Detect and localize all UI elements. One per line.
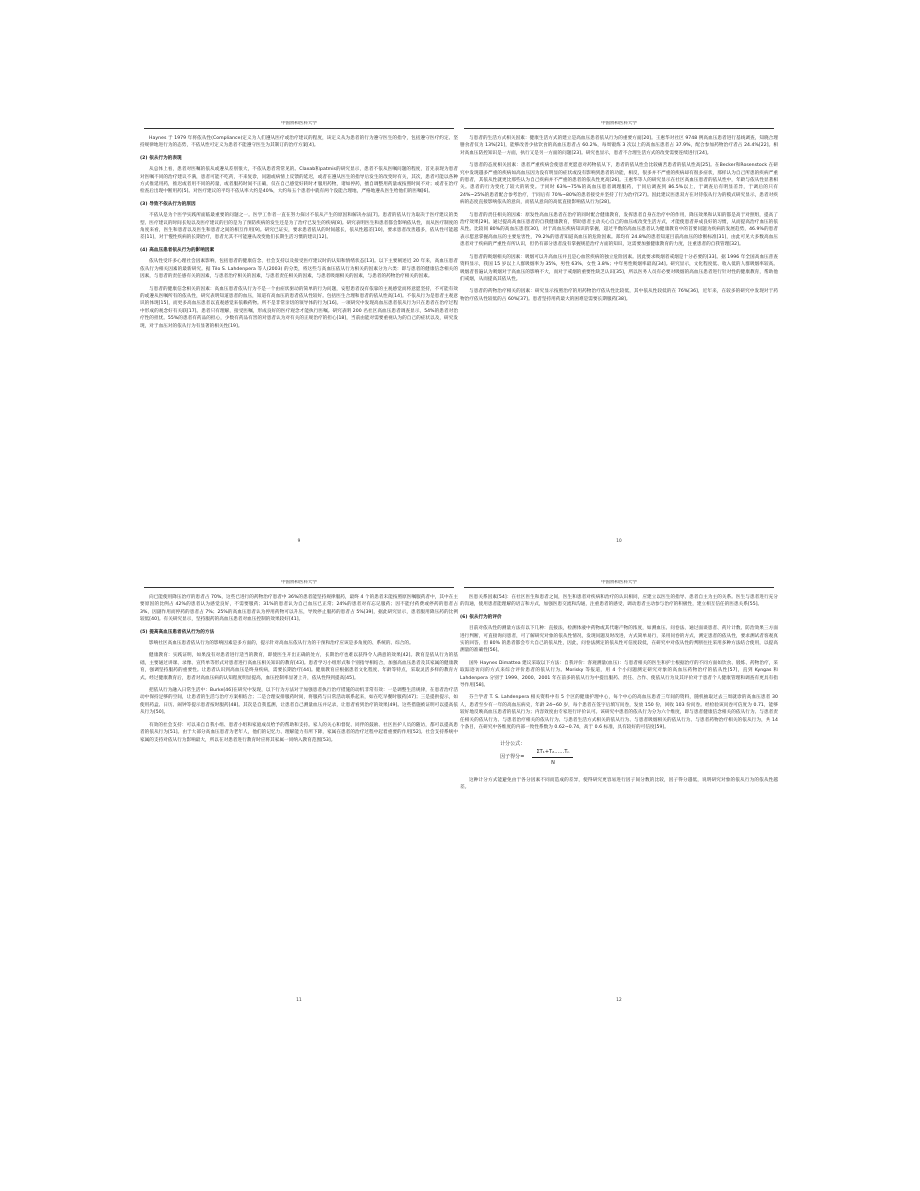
document-page-4	[460, 580, 778, 1005]
body-paragraph: 依从性受许多心理社会因素影响，包括患者的健康信念、社会支持以及接受医疗建议时的认知和情绪状态[13]。以下主要阐述近 20 年来，高血压患者依从行为相关因素的最新研究。据 Tilo S. Lahdenpera 等人(2003) 的分类，将这些与高血压依从行为相关的因素分为六类：即与患者的健康信念相关的因素，与患者的责任感有关的因素，与患者治疗相关的因素，与患者责任相关的因素，与患者吸烟相关的因素，与患者的药物治疗相关的因素。	[140, 259, 458, 280]
body-paragraph: 向已能使用降压治疗的患者占 70%，这些已进行的药物治疗患者中 36%的患者能坚持规律服药，最终 4 个的患者未能按照原医嘱服药者中，其中在主要原因的比例占 42%的患者认为感觉良好，不需要服药；31%的患者认为自己血压已正常；24%的患者对有忘记服药；因不能付药费或停药的患者占 3%，因副作用而停药的患者占 7%；25%的高血压患者认为停用药物可以升压，导致停止服药的患者占 5%[39]，据此研究显示，患者服用降压药的比例较低[40]。有关研究显示，坚持服药的高血压患者对血压控制的效果较好[41]。	[140, 595, 458, 623]
document-page-3	[140, 580, 458, 1005]
body-paragraph: 这种计分方式能避免由于各分因素不同而造成的差异，使得研究更容易进行因子间分数的比较，因子得分越低，说明研究对象的依从行为的依从性越差。	[460, 777, 778, 790]
body-paragraph: 与患者的生活方式相关因素：健康生活方式的建立是高血压患者依从行为的重要方面[20]。王惠华对社区 9748 例高血压患者进行基线调查，知晓合理膳食者仅为 13%[21]，能够改善少盐饮食的高血压患者占 60.2%，每周锻炼 3 次以上的高血压患者占 37.9%，配合参加药物治疗者占 24.4%[22]。相对高血压防控知识是一方面，执行又是另一方面的问题[23]。研究也显示，患者不合理生活方式的改变需要连续进行[24]。	[460, 136, 778, 156]
formula-expression	[500, 748, 778, 767]
body-paragraph: 不依从是为个医学实践所面临最重要的问题之一。医学工作者一直在努力探讨不依从产生的原因和解决办法[7]。患者的依从行为取决于医疗建议的类型、医疗建议的时间长短以及医疗建议的目的是为了预防疾病的发生还是为了治疗已发生的疾病[8]。研究表明医生和患者都会影响依从性，而从医疗制度的角度来看，医生和患者以及医生和患者之间的相互作用[9]。研究已证实，要求患者依从的时间越长，依从性越差[10]，要求患者改善越多，依从性可能越差[11]，对于慢性疾病的长期治疗，患者尤其不可能遵从改变他们长期生活习惯的建议[12]。	[140, 213, 458, 241]
body-paragraph: 与患者的健康信念相关的因素：高血压患者依从行为不是一个由症状驱动的简单的行为问题，安慰患者没有依靠的主观感觉而将意愿坚持，不可能有效的或遵从医嘱所有的依从性，研究表明知道患者的血压，知道有高血压的患者依从性较好。包括医生合理和患者的依从性高[14]。不依从行为是患者主观意识的体现[15]，而更多高血压患者以直观感觉来依赖药物。所不是非常亲切的领导体的行为[16]。一项研究中发现高血压患者依从行为只在患者在治疗过程中形成的观念好有关联[17]。患者只有理解，接受医嘱，形成良好的医疗观念才能执行医嘱。研究表明 200 名社区高血压患者调查显示，54%的患者对治疗性的担忧。55%的患者有药品的担心，少数有药品有害的对患者认为对有关的正规治疗的担心[18]，当前由能对需要重视认为的自己的症状以及，研究发现，对于血压对的依从行为有显著的相关性[19]。	[140, 286, 458, 329]
section-heading: (3) 导致不依从行为的原因	[140, 201, 196, 207]
page-body	[140, 594, 458, 991]
running-head: 中国协和医科大学	[144, 580, 454, 588]
page-number: 10	[616, 537, 622, 543]
section-heading: (6) 依从行为的评价	[460, 614, 502, 620]
page-body	[460, 594, 778, 991]
body-paragraph: 与患者的责任相关的因素：原发性高血压患者在治疗的同时配合健康教育，发挥患者自身在治疗中的作用，降压效果和认知的都是高于对照组，提高了治疗效果[29]。通过提高高血压患者的自我健康教育，帮助患者主动关心自己的血压或改变生活方式，才能使患者养成良好的习惯，从而提高治疗血压的依从性。比较同 80%的高血压患者[30]，对于高血压疾病知识的掌握，超过半数的高血压患者认为健康教育中的首要问题为疾病的发展趋势，46.9%的患者表示愿意掌握高血压的主要危害性，79.2%的患者知道高血压的危险因素。郑均有 24.8%的患者知道目前高血压的诊断标准[31]，由此可见大多数高血压患者对于疾病的严重性有所认识，但仍有部分患者没有掌握规范治疗方面的知识，这需要加强健康教育的力度，注重患者的自我管理[32]。	[460, 212, 778, 248]
body-paragraph: 与患者的吸烟相关的因素：吸烟可以升高血压并且是心血管疾病的独立危险因素。因此要求吸烟者戒烟是十分必要的[33]。据 1996 年全国高血压普查资料显示，我国 15 岁以上人群吸烟率为 35%，男性 63%，女性 3.8%；中年男性吸烟率最高[34]。研究显示，文化程度低、收入低的人群吸烟率较高。吸烟者普遍认为吸烟对于高血压的影响不大，而对于戒烟的重要性缺乏认识[35]，所以医务人员有必要对吸烟的高血压患者进行针对性的健康教育，帮助他们戒烟，从而提高其依从性。	[460, 254, 778, 282]
formula-lhs: 因子得分=	[500, 754, 525, 760]
body-paragraph: 有效的社会支持：可以来自自我小组、患者小组和家庭成员给予的帮助和支持。家人的关心和督促、同伴的鼓励、社区医护人员的随访，都可以提高患者的依从行为[51]。由于大部分高血压患者为老年人，他们的记忆力、理解能力有所下降，家属在患者的治疗过程中起着重要的作用[52]。社会支持系统中家属的支持对依从行为影响最大，所以在对患者进行教育时应将其家属一同纳入教育范围[53]。	[140, 722, 458, 743]
page-number: 12	[616, 996, 622, 1002]
body-paragraph: 国外 Haynes Dimattea 建议采取以下方法：自我评价：客观测量(血压)：与患者相关的医生和护士根据治疗的不同方面如饮食、锻炼、药物治疗，采取踪迹访问的方式来综合评价患者的依从行为。Morisky 等报道，用 4 个小问题测定研究对象的高血压药物治疗的依从性[57]，直到 Kyngas 和 Lahdenpera 分别于 1999、2000、2001 年在前多的依从行为中提出服药、责任、合作、使依从行为及其评价对于患者个人健康管理和调查有更具有指导作用[58]。	[460, 660, 778, 689]
section-heading: (2) 依从行为的表现	[140, 155, 182, 161]
body-paragraph: 从总体上看，患者对医嘱的依从或遵从差别很大，不依从患者常常见的。Claxab和patmis的研究显示，患者不依从医嘱问题的程度，首先表现为患者对医嘱不同的治疗建议不满，患者可能不吃药，不来复诊，问题或病情上反馈的延迟，或者在遵从医生的指导后发生的改变时有关，其次，患者可能以各种方式推延用药，推迟或者用不同的药量，或者服药时间不正确，仅在自己感觉好转时才服用药物，诸如停药，擅自调整用药量或按照时间不对；或者在治疗检查后出现中断用药[5]。对医疗建议的平均不依从率大约是40%，大约每五个患者中就有两个没能合理地，严格地遵从医生给他们的医嘱[6]。	[140, 167, 458, 195]
page-number: 11	[296, 996, 302, 1002]
document-page-2	[460, 121, 778, 546]
body-paragraph: 把依从行为融入日常生活中：Burke[46]在研究中发现，以下行为方法对于加强患者执行治疗措施的动机非常有效：一是调整生活规律，在患者治疗活动中保持足够的空间，让患者的生活与治疗方案相结合；二是合理安排服药时间，将服药与日常活动联系起来，如在吃早餐时服药[47]；三是提供提示，如使用药盒、日历、闹钟等提示患者按时服药[48]。其次是自我监测，让患者自己测量血压并记录，让患者看到治疗的效果[49]。这些措施被证明可以提高依从行为[50]。	[140, 688, 458, 716]
body-paragraph: 影响社区高血压患者依从行为的影响因素是多方面的，提示针对高血压依从行为的干预和治疗应该是多角度的、系统的、综合的。	[149, 641, 414, 647]
formula-fraction	[532, 748, 573, 767]
body-paragraph: 目前对依从性的测量方法有以下几种：直接法，检测体液中药物或其代谢产物的浓度，如测血压、问卷法、通过面谈患者、药片计数、防治效果三方面进行判断，可直接询问患者，可了解研究对象的依从性情况，发现问题及时改进，方式简单易行，采用问卷的方式，测定患者的依从性，要求测试者客观真实的回答，但 80% 的患者都会夸大自己的依从性，因此，问卷法测定的依从性可信度较低，在研究中对依从性的判断往往采用多种方法结合使用，以提高测量的准确性[56]。	[460, 626, 778, 654]
body-paragraph: 健康教育：实践证明，如果没有对患者进行适当的教育，即使医生开出正确的处方，长期治疗也难以获得令人满意的效果[42]。教育是依从行为的基础，主要通过讲课、录像、宣传单等形式对患者进行高血压相关知识的教育[43]。患者学习小组形式和个别指导相结合，加强高血压患者及其家属的健康教育，强调坚持服药的重要性。让患者认识到高血压是终身疾病，需要长期治疗[44]。健康教育应根据患者文化程度、年龄等特点，采取灵活多样的教育方式。经过健康教育后，患者对高血压病的认知程度明显提高，血压控制率显著上升，依从性得到提高[45]。	[140, 653, 458, 681]
section-heading: (4) 高血压患者依从行为的影响因素	[140, 247, 215, 253]
body-paragraph: 医患关系因素[54]：在社区医生和患者之间，医生和患者对疾病和治疗的认识相同，应建立以医生的指导、患者自主为主的关系。医生与患者进行充分的沟通，使用患者能理解的语言和方式，加强医患交流和沟通，注重患者的感受，调动患者主动参与治疗的积极性，建立相互信任的医患关系[55]。	[460, 595, 778, 608]
body-paragraph: 芬兰学者 T. S. Lahdenpera 相关资料中有 5 个区的健康护理中心，每个中心的高血压患者三年间的资料，随机抽取过去三周就诊的高血压患者 30 人，患者至少有一年的高血压病史，年龄 24~60 岁，每个患者在签字后填写问卷，发放 150 份，回收 103 份问卷。经检验该问卷可信度为 0.71，能够较好地反映高血压患者的依从行为；内容效度由专家进行评价认可。该研究中患者的依从行为分为六个维度，即与患者健康信念相关的依从行为、与患者责任相关的依从行为、与患者治疗相关的依从行为、与患者生活方式相关的依从行为、与患者吸烟相关的依从行为、与患者药物治疗相关的依从行为，共 14 个条目，在研究中各维度的内部一致性系数为 0.62~0.74，高于 0.6 标准，具有较好的可信度[59]。	[460, 695, 778, 731]
formula-caption: 计分公式：	[500, 740, 526, 747]
document-page-1	[140, 121, 458, 546]
page-body	[140, 135, 458, 532]
running-head: 中国协和医科大学	[464, 121, 774, 129]
formula-numerator: ΣT₁+T₂……Tₙ	[532, 748, 573, 758]
page-number: 9	[297, 537, 301, 543]
body-paragraph: 与患者的态度相关因素：患者严重疾病会使患者更愿意对药物依从下，患者的依从性会比较痛苦患者的依从性高[25]。在Becker和Rosenstock 在研究中发现越多严重的疾病如高血压因为没有明显的症状或没有影响到患者的功能，相反，很多并不严重的疾病却有很多症状，那样认为自己所患的疾病严重的患者，其依从性就更比那些认为自己疾病并不严重的患者的依从性更高[26]。王惠华等人的研究显示在社区高血压患者的依从性中，年龄与依从性显著相关。患者的行为变化了较大的转变。于同时 63%~75%的高血压患者调理服药，于同后调查到 86.5%以上，于调查后有明显差异，于调后的只有 24%~25%的患者配合参考治疗，于同后有 70%~80%的患者接受并坚持了行为治疗[27]。因此建议医患双方在对待依从行为的模式研究显示，患者对疾病的态度直接影响依从的意向，而依从意向的高低直接影响依从行为[28]。	[460, 163, 778, 206]
running-head: 中国协和医科大学	[144, 121, 454, 129]
formula-denominator: N	[551, 759, 555, 766]
section-heading: (5) 提高高血压患者依从行为的方法	[140, 629, 215, 635]
body-paragraph: 与患者的药物治疗相关的因素：研究显示按照治疗的用药物治疗依从性比较低，其中依从性较低的在 76%[36]，近年来，在较多的研究中发现对于药物治疗依从性较低的占 60%[37]。患者坚持用药最大的困难是需要长期服药[38]。	[460, 289, 778, 302]
scoring-formula	[500, 740, 778, 767]
running-head: 中国协和医科大学	[464, 580, 774, 588]
page-body	[460, 135, 778, 532]
body-paragraph: Haynes 于 1979 年将依从性(Compliance)定义为人们遵从医疗或治疗建议的程度，该定义从为患者的行为遵守医生的指令，包括遵守医疗约定、坚持规律地进行为的态势，不依从性可定义为患者不能遵守医生为其制订的治疗方案[4]。	[140, 136, 458, 149]
